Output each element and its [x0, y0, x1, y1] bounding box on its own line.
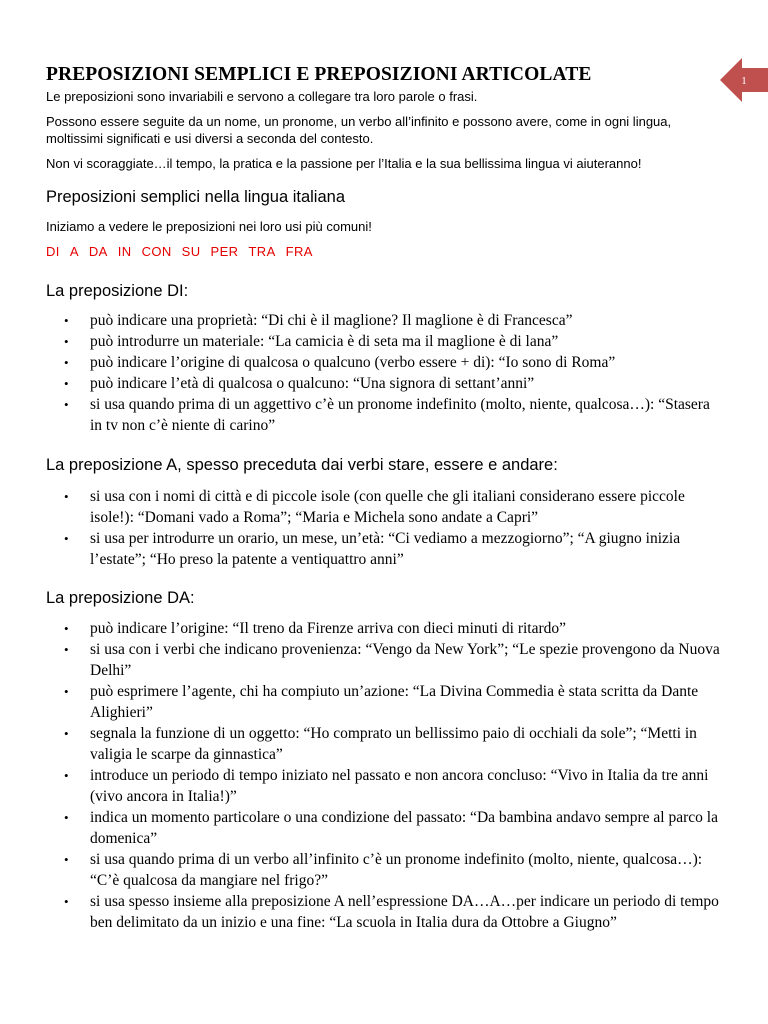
- list-item-text: può indicare l’origine di qualcosa o qualcuno (verbo essere + di): “Io sono di Roma”: [90, 354, 616, 371]
- intro-paragraph: Non vi scoraggiate…il tempo, la pratica e la passione per l’Italia e la sua bellissima lingua vi aiuteranno!: [46, 156, 642, 171]
- list-item-text: può esprimere l’agente, chi ha compiuto un’azione: “La Divina Commedia è stata scritta da Dante Alighieri”: [90, 683, 699, 721]
- list-item-text: può introdurre un materiale: “La camicia è di seta ma il maglione è di lana”: [90, 333, 559, 350]
- list-item: [64, 373, 724, 394]
- bullet-icon: •: [64, 684, 69, 699]
- bullet-icon: •: [64, 621, 69, 636]
- preposition-con: CON: [141, 244, 172, 259]
- list-item: [64, 639, 724, 681]
- list-item-text: si usa quando prima di un verbo all’infinito c’è un pronome indefinito (molto, niente, qualcosa…): “C’è qualcosa da mangiare nel frigo?”: [90, 851, 703, 889]
- list-item: [64, 681, 724, 723]
- intro-note: Iniziamo a vedere le preposizioni nei loro usi più comuni!: [46, 219, 372, 234]
- preposition-list: [46, 244, 323, 259]
- list-item: [64, 331, 724, 352]
- list-item: [64, 352, 724, 373]
- list-item-text: indica un momento particolare o una condizione del passato: “Da bambina andavo sempre al parco la domenica”: [90, 809, 718, 847]
- bullet-icon: •: [64, 355, 69, 370]
- list-item: [64, 310, 724, 331]
- section-heading-a: La preposizione A, spesso preceduta dai verbi stare, essere e andare:: [46, 456, 558, 474]
- list-item-text: segnala la funzione di un oggetto: “Ho comprato un bellissimo paio di occhiali da sole”; “Metti in valigia le scarpe da ginnastica”: [90, 725, 697, 763]
- list-item: [64, 618, 724, 639]
- preposition-per: PER: [210, 244, 239, 259]
- list-item-text: si usa spesso insieme alla preposizione A nell’espressione DA…A…per indicare un periodo di tempo ben delimitato da un inizio e una fine: “La scuola in Italia dura da Ottobre a Giugno”: [90, 893, 719, 931]
- section-heading-da: La preposizione DA:: [46, 589, 195, 607]
- preposition-di: DI: [46, 244, 60, 259]
- bullet-icon: •: [64, 768, 69, 783]
- bullet-icon: •: [64, 531, 69, 546]
- bullet-icon: •: [64, 726, 69, 741]
- list-item-text: può indicare l’origine: “Il treno da Firenze arriva con dieci minuti di ritardo”: [90, 620, 567, 637]
- list-item-text: si usa con i verbi che indicano provenienza: “Vengo da New York”; “Le spezie provengono da Nuova Delhi”: [90, 641, 720, 679]
- bullet-icon: •: [64, 313, 69, 328]
- list-item-text: si usa quando prima di un aggettivo c’è un pronome indefinito (molto, niente, qualcosa…): “Stasera in tv non c’è niente di carino”: [90, 396, 710, 434]
- bullet-icon: •: [64, 376, 69, 391]
- preposition-da: DA: [88, 244, 108, 259]
- list-item: [64, 528, 724, 570]
- bullet-icon: •: [64, 810, 69, 825]
- intro-paragraph: Le preposizioni sono invariabili e servono a collegare tra loro parole o frasi.: [46, 89, 478, 104]
- bullet-list-a: [64, 486, 724, 570]
- bullet-icon: •: [64, 852, 69, 867]
- bullet-list-da: [64, 618, 724, 933]
- list-item: [64, 849, 724, 891]
- preposition-tra: TRA: [248, 244, 276, 259]
- page-number-badge: [720, 58, 768, 106]
- preposition-su: SU: [181, 244, 201, 259]
- list-item-text: si usa per introdurre un orario, un mese, un’età: “Ci vediamo a mezzogiorno”; “A giugno inizia l’estate”; “Ho preso la patente a ventiquattro anni”: [90, 530, 681, 568]
- preposition-in: IN: [117, 244, 132, 259]
- bullet-icon: •: [64, 397, 69, 412]
- preposition-a: A: [69, 244, 79, 259]
- document-title: PREPOSIZIONI SEMPLICI E PREPOSIZIONI ARTICOLATE: [46, 64, 592, 85]
- list-item: [64, 765, 724, 807]
- list-item: [64, 486, 724, 528]
- list-item: [64, 807, 724, 849]
- bullet-icon: •: [64, 894, 69, 909]
- section-heading-semplici: Preposizioni semplici nella lingua italiana: [46, 188, 345, 206]
- list-item-text: può indicare una proprietà: “Di chi è il maglione? Il maglione è di Francesca”: [90, 312, 573, 329]
- bullet-list-di: [64, 310, 724, 436]
- bullet-icon: •: [64, 334, 69, 349]
- list-item: [64, 891, 724, 933]
- section-heading-di: La preposizione DI:: [46, 282, 189, 300]
- list-item: [64, 394, 724, 436]
- intro-block: [46, 88, 706, 180]
- intro-paragraph: Possono essere seguite da un nome, un pronome, un verbo all’infinito e possono avere, come in ogni lingua, moltissimi significati e usi diversi a seconda del contesto.: [46, 114, 672, 146]
- bullet-icon: •: [64, 642, 69, 657]
- bullet-icon: •: [64, 489, 69, 504]
- list-item-text: può indicare l’età di qualcosa o qualcuno: “Una signora di settant’anni”: [90, 375, 535, 392]
- list-item-text: introduce un periodo di tempo iniziato nel passato e non ancora concluso: “Vivo in Italia da tre anni (vivo ancora in Italia!)”: [90, 767, 709, 805]
- list-item: [64, 723, 724, 765]
- list-item-text: si usa con i nomi di città e di piccole isole (con quelle che gli italiani considerano essere piccole isole!): “Domani vado a Roma”; “Maria e Michela sono andate a Capri”: [90, 488, 685, 526]
- preposition-fra: FRA: [285, 244, 313, 259]
- page-number: 1: [741, 75, 747, 87]
